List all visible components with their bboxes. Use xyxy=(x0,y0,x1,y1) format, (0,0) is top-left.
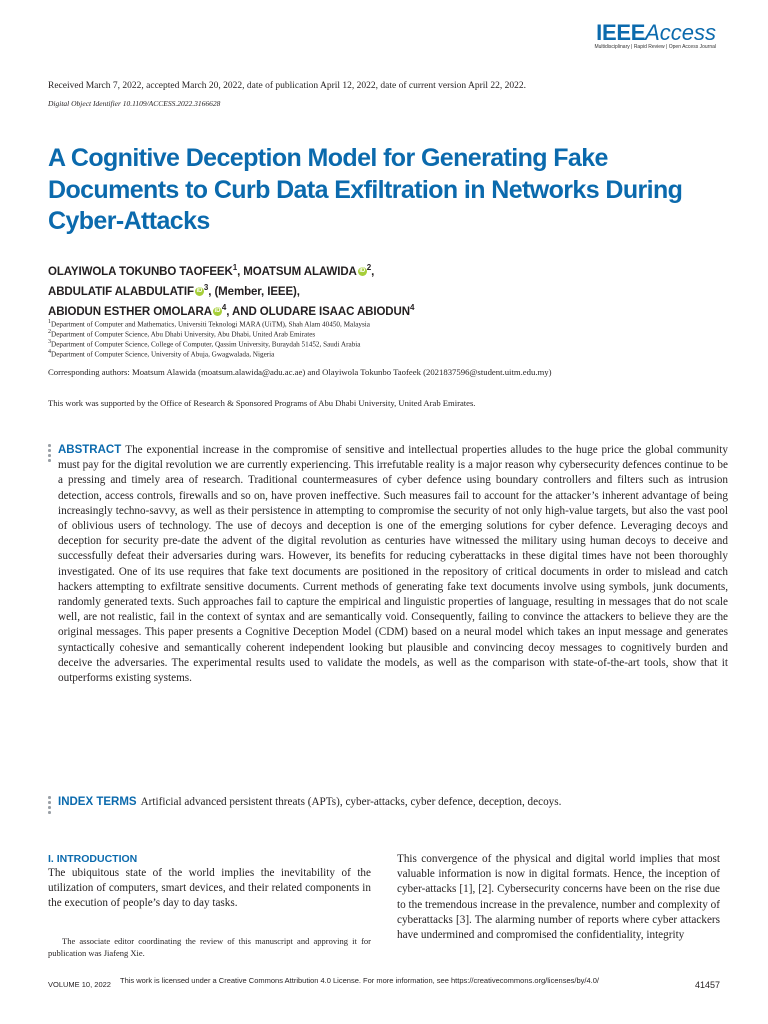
logo-tagline: Multidisciplinary | Rapid Review | Open Access Journal xyxy=(594,44,716,50)
author-line-2: ABDULATIF ALABDULATIF iD $^3$, (Member, IEEE), xyxy=(48,283,300,298)
received-dates: Received March 7, 2022, accepted March 20, 2022, date of publication April 12, 2022, date of current version April 22, 2022. xyxy=(48,81,527,91)
section-heading: I. INTRODUCTION xyxy=(48,853,138,865)
affiliation: $^2$Department of Computer Science, Abu Dhabi University, Abu Dhabi, United Arab Emirates xyxy=(48,329,316,339)
intro-column-2: This convergence of the physical and digital world implies that most valuable information is now in digital formats. Hence, the inception of cyber-attacks [1], [2]. Cybersecurity concerns have been on the rise due to the tremendous increase in the prevalence, number and complexity of cyberattacks [3]. The alarming number of reports where cyber attackers have undermined and compromised the confidentiality, integrity xyxy=(397,853,720,942)
logo-brand: IEEE xyxy=(596,20,646,45)
paper-title: A Cognitive Deception Model for Generating Fake Documents to Curb Data Exfiltration in Networks During Cyber-Attacks xyxy=(48,144,683,235)
journal-logo xyxy=(594,20,716,50)
section-marker xyxy=(48,444,51,464)
footer-volume: VOLUME 10, 2022 xyxy=(48,980,111,989)
orcid-icon[interactable]: iD xyxy=(196,287,203,294)
author-name: , MOATSUM ALAWIDA xyxy=(237,265,357,278)
affiliation: $^4$Department of Computer Science, University of Abuja, Gwagwalada, Nigeria xyxy=(48,349,275,359)
corresponding-authors: Corresponding authors: Moatsum Alawida (moatsum.alawida@adu.ac.ae) and Olayiwola Tokunbo Taofeek (2021837596@student.uitm.edu.my) xyxy=(48,367,552,377)
logo-product: Access xyxy=(645,20,716,45)
funding-note: This work was supported by the Office of Research & Sponsored Programs of Abu Dhabi University, United Arab Emirates. xyxy=(48,398,476,408)
abstract-label: ABSTRACT xyxy=(58,444,122,456)
author-name: ABIODUN ESTHER OMOLARA xyxy=(48,305,212,318)
footer-license[interactable]: This work is licensed under a Creative Commons Attribution 4.0 License. For more information, see https://creativecommons.org/licenses/by/4.0/ xyxy=(120,976,599,985)
author-name: , AND OLUDARE ISAAC ABIODUN xyxy=(226,305,410,318)
index-terms-text: Artificial advanced persistent threats (APTs), cyber-attacks, cyber defence, deception, decoys. xyxy=(140,796,562,808)
index-terms-label: INDEX TERMS xyxy=(58,796,137,808)
author-line-1: OLAYIWOLA TOKUNBO TAOFEEK$^1$, MOATSUM ALAWIDA iD $^2$, xyxy=(48,263,375,278)
author-name: OLAYIWOLA TOKUNBO TAOFEEK xyxy=(48,265,233,278)
author-line-3: ABIODUN ESTHER OMOLARA iD $^4$, AND OLUDARE ISAAC ABIODUN$^4$ xyxy=(48,303,415,318)
section-marker xyxy=(48,796,51,816)
editor-footnote: The associate editor coordinating the review of this manuscript and approving it for publication was Jiafeng Xie. xyxy=(48,936,371,958)
index-terms-block xyxy=(58,795,728,810)
affiliation: $^1$Department of Computer and Mathematics, Universiti Teknologi MARA (UiTM), Shah Alam 40450, Malaysia xyxy=(48,319,370,329)
orcid-icon[interactable]: iD xyxy=(214,307,221,314)
abstract-block xyxy=(58,443,728,686)
affiliation: $^3$Department of Computer Science, College of Computer, Qassim University, Buraydah 51452, Saudi Arabia xyxy=(48,339,361,349)
page-number: 41457 xyxy=(694,980,720,990)
orcid-icon[interactable]: iD xyxy=(359,267,366,274)
doi-line[interactable]: Digital Object Identifier 10.1109/ACCESS.2022.3166628 xyxy=(48,99,221,108)
author-name: ABDULATIF ALABDULATIF xyxy=(48,285,194,298)
intro-column-1: The ubiquitous state of the world implies the inevitability of the utilization of computers, smart devices, and their related components in the execution of people’s day to day tasks. xyxy=(48,867,371,910)
abstract-text: The exponential increase in the compromise of sensitive and intellectual properties alludes to the huge price the global community must pay for the digital revolution we are currently experiencing. This irrefutable reality is a major reason why cybersecurity defences continue to be a pressing and timely area of research. Traditional countermeasures of cyber defence using boundary controllers and filters such as intrusion detection, access controls, firewalls and so on, have proven ineffective. Such measures fail to account for the attacker’s inherent advantage of being increasingly techno-savvy, as well as their persistence in attempting to compromise the security of not only high-value targets, but also the vast pool of oblivious users of technology. The use of decoys and deception is one of the emerging solutions for cyber defence. Leveraging decoys and deception for security pre-date the advent of the digital revolution as centuries have witnessed the military using human decoys to deceive and successfully defeat their adversaries during wars. However, its benefits for reducing cyberattacks in these digital times have not been thoroughly investigated. One of its use requires that fake text documents are positioned in the repository of critical documents in order to mislead and catch hackers attempting to exfiltrate sensitive documents. Current methods of generating fake text documents involve using symbols, junk documents, randomly generated texts. Such approaches fail to capture the empirical and linguistic properties of language, resulting in messages that do not scale well, are not realistic, fail in the context of syntax and are semantically void. Consequently, failing to convince the attackers to believe they are the original messages. This paper presents a Cognitive Deception Model (CDM) based on a neural model which takes an input message and generates syntactically cohesive and semantically coherent independent looking but plausible and convincing decoy messages to cognitively burden and deceive the adversaries. The experimental results used to validate the models, as well as the comparison with state-of-the-art tools, show that it outperforms existing systems. xyxy=(58,444,728,685)
